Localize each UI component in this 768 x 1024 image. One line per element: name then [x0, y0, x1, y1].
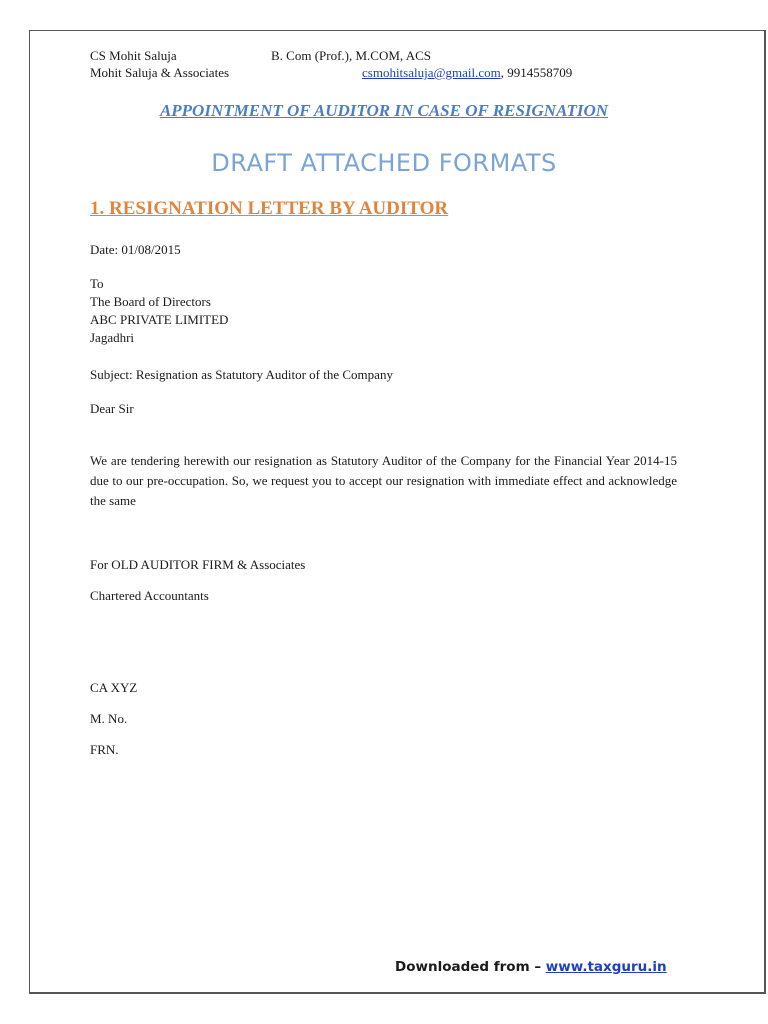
firm-name: Mohit Saluja & Associates	[90, 65, 230, 80]
letter-city: Jagadhri	[90, 330, 135, 345]
footer-source	[395, 959, 667, 975]
signature-firm: For OLD AUDITOR FIRM & Associates	[90, 557, 306, 572]
footer-prefix: Downloaded from –	[395, 959, 546, 975]
letter-addressee: The Board of Directors	[90, 294, 211, 309]
contact-line	[362, 65, 572, 81]
letter-salutation: Dear Sir	[90, 401, 134, 416]
signature-designation: Chartered Accountants	[90, 588, 209, 603]
letter-body: We are tendering herewith our resignation as Statutory Auditor of the Company for the Financial Year 2014-15 due to our pre-occupation. So, we request you to accept our resignation with immediate effect and acknowledge the same	[90, 453, 677, 508]
phone-number: , 9914558709	[500, 65, 573, 80]
firm-registration-number: FRN.	[90, 742, 119, 757]
page-title: DRAFT ATTACHED FORMATS	[211, 149, 557, 177]
footer-link[interactable]: www.taxguru.in	[545, 959, 667, 975]
author-name: CS Mohit Saluja	[90, 48, 177, 63]
letter-to: To	[90, 276, 104, 291]
letter-company: ABC PRIVATE LIMITED	[90, 312, 229, 327]
letter-subject: Subject: Resignation as Statutory Auditor of the Company	[90, 367, 393, 382]
signatory-name: CA XYZ	[90, 680, 138, 695]
letter-date: Date: 01/08/2015	[90, 242, 181, 257]
document-subtitle: APPOINTMENT OF AUDITOR IN CASE OF RESIGNATION	[159, 101, 609, 120]
membership-number: M. No.	[90, 711, 128, 726]
author-qualifications: B. Com (Prof.), M.COM, ACS	[271, 48, 431, 63]
email-link[interactable]: csmohitsaluja@gmail.com	[362, 65, 501, 80]
section-heading: 1. RESIGNATION LETTER BY AUDITOR	[90, 198, 449, 219]
